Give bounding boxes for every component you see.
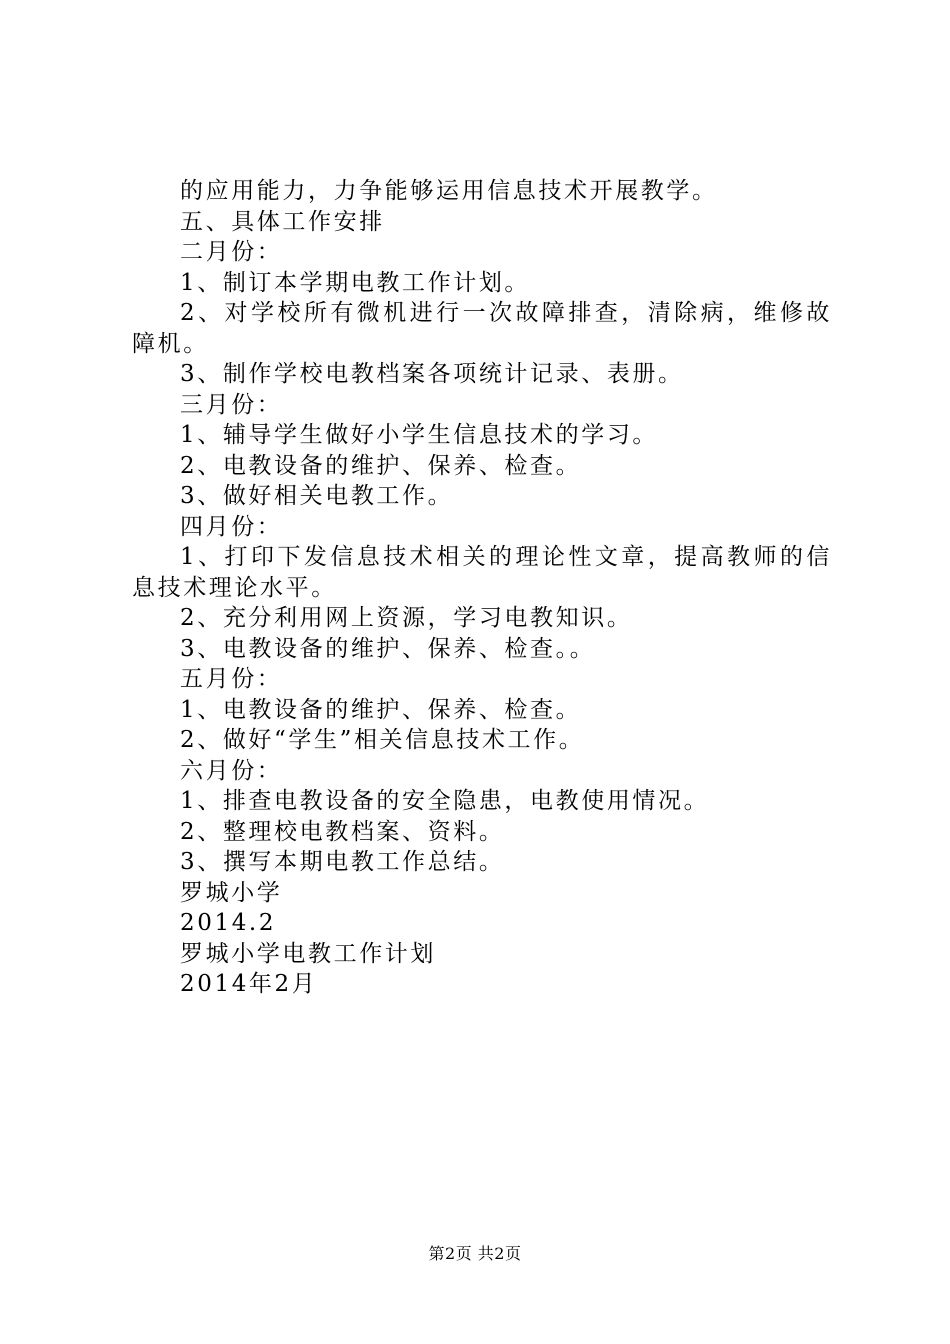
document-date: 2014年2月 bbox=[180, 971, 318, 997]
paragraph: 的应用能力，力争能够运用信息技术开展教学。 bbox=[180, 178, 718, 204]
month-heading-june: 六月份： bbox=[180, 757, 283, 784]
month-heading-march: 三月份： bbox=[180, 391, 283, 418]
list-item: 1、制订本学期电教工作计划。 bbox=[180, 269, 531, 296]
document-body bbox=[132, 176, 832, 1000]
list-item: 1、打印下发信息技术相关的理论性文章，提高教师的信息技术理论水平。 bbox=[132, 544, 832, 601]
list-item: 1、排查电教设备的安全隐患，电教使用情况。 bbox=[180, 788, 710, 814]
list-item: 2、充分利用网上资源，学习电教知识。 bbox=[180, 605, 633, 631]
signature-school: 罗城小学 bbox=[180, 879, 283, 906]
list-item: 3、做好相关电教工作。 bbox=[180, 483, 454, 509]
list-item: 3、制作学校电教档案各项统计记录、表册。 bbox=[180, 361, 684, 387]
page-footer: 第2页 共2页 bbox=[428, 1244, 522, 1263]
month-heading-may: 五月份： bbox=[180, 666, 283, 692]
list-item: 2、电教设备的维护、保养、检查。 bbox=[180, 452, 582, 479]
list-item: 2、做好“学生”相关信息技术工作。 bbox=[180, 727, 585, 753]
list-item: 3、撰写本期电教工作总结。 bbox=[180, 849, 505, 875]
list-item: 3、电教设备的维护、保养、检查。。 bbox=[180, 635, 596, 662]
list-item: 1、电教设备的维护、保养、检查。 bbox=[180, 696, 582, 723]
month-heading-april: 四月份： bbox=[180, 513, 283, 540]
signature-date: 2014.2 bbox=[180, 910, 277, 936]
section-heading: 五、具体工作安排 bbox=[180, 208, 385, 235]
month-heading-february: 二月份： bbox=[180, 239, 283, 265]
list-item: 2、对学校所有微机进行一次故障排查，清除病，维修故障机。 bbox=[132, 300, 832, 357]
document-title: 罗城小学电教工作计划 bbox=[180, 940, 436, 967]
list-item: 1、辅导学生做好小学生信息技术的学习。 bbox=[180, 422, 659, 448]
list-item: 2、整理校电教档案、资料。 bbox=[180, 818, 505, 845]
